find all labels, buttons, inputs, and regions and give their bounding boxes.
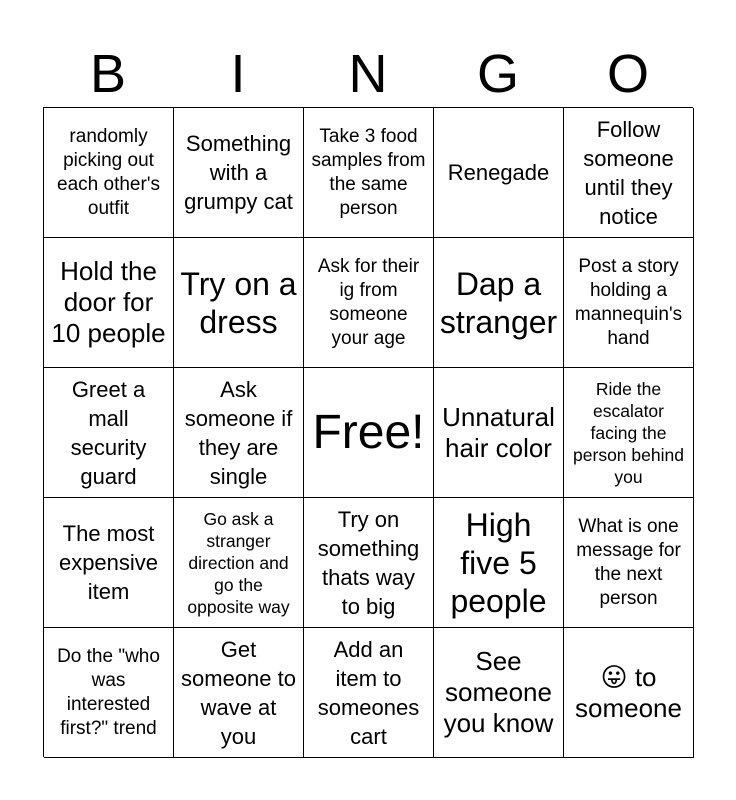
bingo-cell-r1c2[interactable]: Something with a grumpy cat [174,108,304,238]
bingo-cell-r5c5[interactable]: 😛 to someone [564,628,694,758]
bingo-cell-r5c1[interactable]: Do the "who was interested first?" trend [44,628,174,758]
bingo-cell-r4c4[interactable]: High five 5 people [434,498,564,628]
bingo-cell-r5c4[interactable]: See someone you know [434,628,564,758]
bingo-cell-r2c3[interactable]: Ask for their ig from someone your age [304,238,434,368]
bingo-cell-r2c5[interactable]: Post a story holding a mannequin's hand [564,238,694,368]
header-letter-n: N [348,44,388,104]
bingo-cell-r4c1[interactable]: The most expensive item [44,498,174,628]
header-letter-o: O [606,44,649,104]
bingo-cell-r3c2[interactable]: Ask someone if they are single [174,368,304,498]
bingo-cell-r4c2[interactable]: Go ask a stranger direction and go the opposite way [174,498,304,628]
header-letter-g: G [476,44,519,104]
bingo-cell-r3c4[interactable]: Unnatural hair color [434,368,564,498]
bingo-cell-r1c4[interactable]: Renegade [434,108,564,238]
bingo-cell-r5c2[interactable]: Get someone to wave at you [174,628,304,758]
bingo-cell-r1c1[interactable]: randomly picking out each other's outfit [44,108,174,238]
bingo-cell-r3c1[interactable]: Greet a mall security guard [44,368,174,498]
bingo-cell-r2c4[interactable]: Dap a stranger [434,238,564,368]
bingo-cell-r1c5[interactable]: Follow someone until they notice [564,108,694,238]
bingo-cell-free[interactable]: Free! [304,368,434,498]
header-letter-b: B [89,44,127,104]
bingo-cell-r5c3[interactable]: Add an item to someones cart [304,628,434,758]
bingo-board [43,107,693,757]
bingo-cell-r4c5[interactable]: What is one message for the next person [564,498,694,628]
bingo-cell-r4c3[interactable]: Try on something thats way to big [304,498,434,628]
bingo-cell-r2c1[interactable]: Hold the door for 10 people [44,238,174,368]
bingo-cell-r3c5[interactable]: Ride the escalator facing the person behind you [564,368,694,498]
bingo-header [43,40,693,108]
header-letter-i: I [230,44,246,104]
bingo-cell-r2c2[interactable]: Try on a dress [174,238,304,368]
bingo-cell-r1c3[interactable]: Take 3 food samples from the same person [304,108,434,238]
